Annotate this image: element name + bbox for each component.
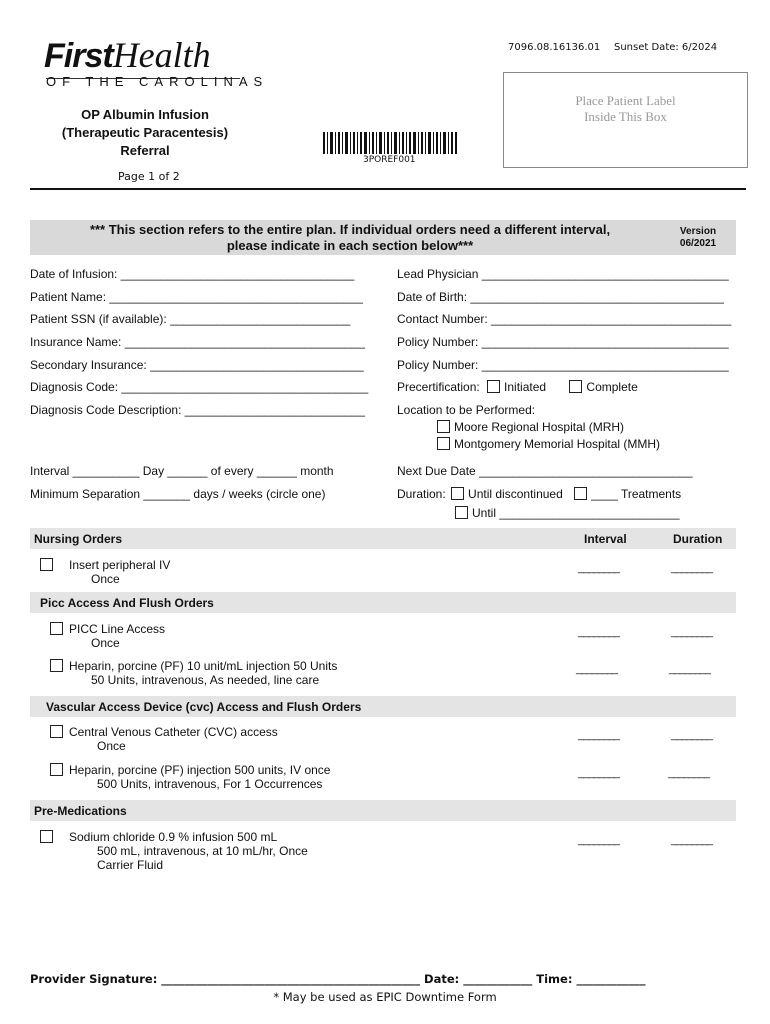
order-cvc-access-detail: Once: [97, 739, 126, 753]
title-line-2: (Therapeutic Paracentesis): [61, 125, 229, 140]
order-peripheral-iv-name: Insert peripheral IV: [69, 558, 171, 572]
order-heparin-500-detail: 500 Units, intravenous, For 1 Occurrences: [97, 777, 323, 791]
barcode-text: 3POREF001: [363, 155, 416, 165]
precert-complete-checkbox[interactable]: [569, 380, 582, 393]
interval-field[interactable]: Interval __________ Day ______ of every ______ month: [30, 464, 334, 478]
order-picc-access-checkbox[interactable]: [50, 622, 63, 635]
order-sodium-chloride-name: Sodium chloride 0.9 % infusion 500 mL: [69, 830, 278, 844]
order-heparin-50-detail: 50 Units, intravenous, As needed, line care: [91, 673, 320, 687]
until-row: [455, 506, 680, 520]
order-3-duration-blank[interactable]: ________: [669, 663, 710, 675]
form-code: 7096.08.16136.01: [508, 42, 601, 53]
order-sodium-chloride-checkbox[interactable]: [40, 830, 53, 843]
order-cvc-access-name: Central Venous Catheter (CVC) access: [69, 725, 278, 739]
banner-line-1: *** This section refers to the entire plan. If individual orders need a different interval,: [89, 222, 611, 237]
order-cvc-access-checkbox[interactable]: [50, 725, 63, 738]
order-peripheral-iv: [69, 558, 170, 586]
picc-section-title: Picc Access And Flush Orders: [40, 596, 214, 610]
precert-initiated-checkbox[interactable]: [487, 380, 500, 393]
order-heparin-500: [69, 763, 330, 791]
order-heparin-50-checkbox[interactable]: [50, 659, 63, 672]
version-label: [670, 226, 726, 250]
provider-signature-line[interactable]: Provider Signature: _____________________________________________ Date: ____________ Time: ____________: [30, 972, 646, 986]
banner-text: [40, 222, 660, 254]
order-3-interval-blank[interactable]: ________: [576, 663, 617, 675]
title-line-3: Referral: [120, 143, 170, 158]
until-discontinued-checkbox[interactable]: [451, 487, 464, 500]
order-heparin-50: [69, 659, 337, 687]
nursing-orders-header: [30, 528, 736, 549]
order-1-interval-blank[interactable]: ________: [578, 562, 619, 574]
label-box-line-1: Place Patient Label: [575, 93, 676, 108]
order-5-interval-blank[interactable]: ________: [578, 767, 619, 779]
until-discontinued-label: Until discontinued: [468, 487, 563, 501]
label-box-line-2: Inside This Box: [584, 109, 667, 124]
logo-health-text: Health: [112, 35, 211, 75]
nursing-orders-title: Nursing Orders: [34, 532, 123, 546]
next-due-date-field[interactable]: Next Due Date ________________________________: [397, 464, 693, 478]
precertification-row: [397, 380, 638, 394]
minimum-separation-field[interactable]: Minimum Separation _______ days / weeks (circle one): [30, 487, 326, 501]
duration-label: Duration:: [397, 487, 446, 501]
location-mrh-label: Moore Regional Hospital (MRH): [454, 420, 625, 434]
order-4-duration-blank[interactable]: ________: [671, 729, 712, 741]
diagnosis-description-field[interactable]: Diagnosis Code Description: ___________________________: [30, 403, 365, 417]
patient-label-box: [503, 72, 748, 168]
location-mmh-checkbox[interactable]: [437, 437, 450, 450]
version-line-1: Version: [679, 226, 717, 237]
precertification-label: Precertification:: [397, 380, 480, 394]
order-6-duration-blank[interactable]: ________: [671, 834, 712, 846]
banner-line-2: please indicate in each section below***: [226, 238, 474, 253]
order-picc-access: [69, 622, 165, 650]
until-label: Until ___________________________: [472, 506, 680, 520]
patient-ssn-field[interactable]: Patient SSN (if available): ___________________________: [30, 312, 351, 326]
order-sodium-chloride: [69, 830, 308, 872]
order-4-interval-blank[interactable]: ________: [578, 729, 619, 741]
duration-row: [397, 487, 681, 501]
order-heparin-50-name: Heparin, porcine (PF) 10 unit/mL injection 50 Units: [69, 659, 338, 673]
order-cvc-access: [69, 725, 278, 753]
order-sodium-chloride-note: Carrier Fluid: [97, 858, 164, 872]
precert-initiated-label: Initiated: [504, 380, 547, 394]
order-2-interval-blank[interactable]: ________: [578, 626, 619, 638]
location-label: Location to be Performed:: [397, 403, 536, 417]
order-peripheral-iv-detail: Once: [91, 572, 120, 586]
page-number: Page 1 of 2: [118, 170, 180, 183]
lead-physician-field[interactable]: Lead Physician _____________________________________: [397, 267, 729, 281]
until-checkbox[interactable]: [455, 506, 468, 519]
policy-number-field-2[interactable]: Policy Number: _____________________________________: [397, 358, 729, 372]
premedications-section-header: [30, 800, 736, 821]
treatments-label: ____ Treatments: [591, 487, 682, 501]
title-line-1: OP Albumin Infusion: [81, 107, 209, 122]
precert-complete-label: Complete: [586, 380, 638, 394]
order-sodium-chloride-detail: 500 mL, intravenous, at 10 mL/hr, Once: [97, 844, 308, 858]
header-divider: [30, 188, 746, 190]
secondary-insurance-field[interactable]: Secondary Insurance: ________________________________: [30, 358, 364, 372]
order-picc-access-detail: Once: [91, 636, 120, 650]
treatments-checkbox[interactable]: [574, 487, 587, 500]
date-of-birth-field[interactable]: Date of Birth: ______________________________________: [397, 290, 724, 304]
contact-number-field[interactable]: Contact Number: ____________________________________: [397, 312, 732, 326]
location-mrh-checkbox[interactable]: [437, 420, 450, 433]
picc-section-header: [30, 592, 736, 613]
vad-section-title: Vascular Access Device (cvc) Access and Flush Orders: [46, 700, 362, 714]
order-heparin-500-checkbox[interactable]: [50, 763, 63, 776]
order-2-duration-blank[interactable]: ________: [671, 626, 712, 638]
order-5-duration-blank[interactable]: ________: [668, 767, 709, 779]
insurance-name-field[interactable]: Insurance Name: ____________________________________: [30, 335, 365, 349]
logo-first-text: First: [44, 37, 113, 75]
downtime-note: * May be used as EPIC Downtime Form: [273, 990, 497, 1004]
logo-subtitle: OF THE CAROLINAS: [46, 74, 269, 89]
premedications-section-title: Pre-Medications: [34, 804, 127, 818]
date-of-infusion-field[interactable]: Date of Infusion: ___________________________________: [30, 267, 355, 281]
version-line-2: 06/2021: [679, 238, 717, 249]
sunset-date: Sunset Date: 6/2024: [614, 42, 718, 53]
order-picc-access-name: PICC Line Access: [69, 622, 166, 636]
patient-name-field[interactable]: Patient Name: ______________________________________: [30, 290, 363, 304]
policy-number-field-1[interactable]: Policy Number: _____________________________________: [397, 335, 729, 349]
firsthealth-logo: [44, 34, 211, 76]
diagnosis-code-field[interactable]: Diagnosis Code: _____________________________________: [30, 380, 369, 394]
location-mrh-row: [437, 420, 624, 434]
interval-column-header: Interval: [584, 532, 627, 546]
vad-section-header: [30, 696, 736, 717]
form-title: [40, 106, 250, 160]
order-peripheral-iv-checkbox[interactable]: [40, 558, 53, 571]
duration-column-header: Duration: [673, 532, 723, 546]
location-mmh-row: [437, 437, 660, 451]
location-mmh-label: Montgomery Memorial Hospital (MMH): [454, 437, 661, 451]
barcode: [323, 132, 457, 154]
order-1-duration-blank[interactable]: ________: [671, 562, 712, 574]
order-6-interval-blank[interactable]: ________: [578, 834, 619, 846]
order-heparin-500-name: Heparin, porcine (PF) injection 500 units, IV once: [69, 763, 331, 777]
